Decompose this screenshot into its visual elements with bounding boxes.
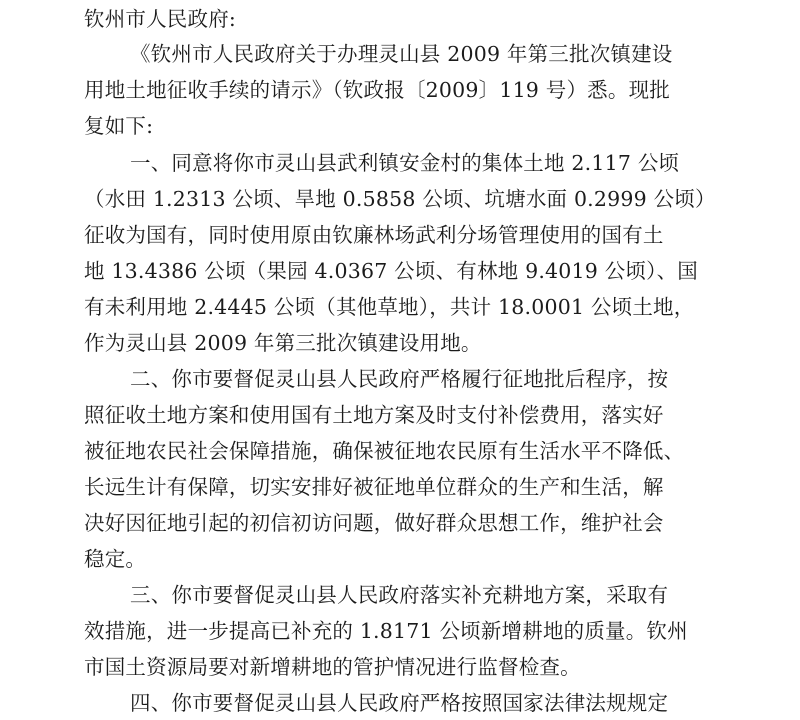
text-line: 四、你市要督促灵山县人民政府严格按照国家法律法规规定	[130, 691, 669, 715]
text-line: 三、你市要督促灵山县人民政府落实补充耕地方案，采取有	[130, 583, 669, 607]
text-line: 作为灵山县 2009 年第三批次镇建设用地。	[84, 331, 482, 355]
text-line: 《钦州市人民政府关于办理灵山县 2009 年第三批次镇建设	[130, 42, 673, 66]
text-line: 一、同意将你市灵山县武利镇安金村的集体土地 2.117 公顷	[130, 151, 680, 175]
text-line: 市国土资源局要对新增耕地的管护情况进行监督检查。	[84, 655, 581, 679]
text-line: 稳定。	[84, 547, 147, 571]
text-line: 征收为国有，同时使用原由钦廉林场武利分场管理使用的国有土	[84, 223, 664, 247]
text-line: 复如下:	[84, 114, 154, 138]
text-line: 被征地农民社会保障措施，确保被征地农民原有生活水平不降低、	[84, 439, 685, 463]
salutation: 钦州市人民政府:	[84, 7, 237, 31]
text-line: 长远生计有保障，切实安排好被征地单位群众的生产和生活，解	[84, 475, 664, 499]
text-line: （水田 1.2313 公顷、旱地 0.5858 公顷、坑塘水面 0.2999 公顷）	[84, 187, 716, 211]
text-line: 决好因征地引起的初信初访问题，做好群众思想工作，维护社会	[84, 511, 664, 535]
text-line: 二、你市要督促灵山县人民政府严格履行征地批后程序，按	[130, 367, 669, 391]
text-line: 有未利用地 2.4445 公顷（其他草地），共计 18.0001 公顷土地，	[84, 295, 695, 319]
text-line: 地 13.4386 公顷（果园 4.0367 公顷、有林地 9.4019 公顷）、国	[84, 259, 698, 283]
text-line: 照征收土地方案和使用国有土地方案及时支付补偿费用，落实好	[84, 403, 664, 427]
text-line: 效措施，进一步提高已补充的 1.8171 公顷新增耕地的质量。钦州	[84, 619, 688, 643]
text-line: 用地土地征收手续的请示》（钦政报〔2009〕119 号）悉。现批	[84, 78, 670, 102]
